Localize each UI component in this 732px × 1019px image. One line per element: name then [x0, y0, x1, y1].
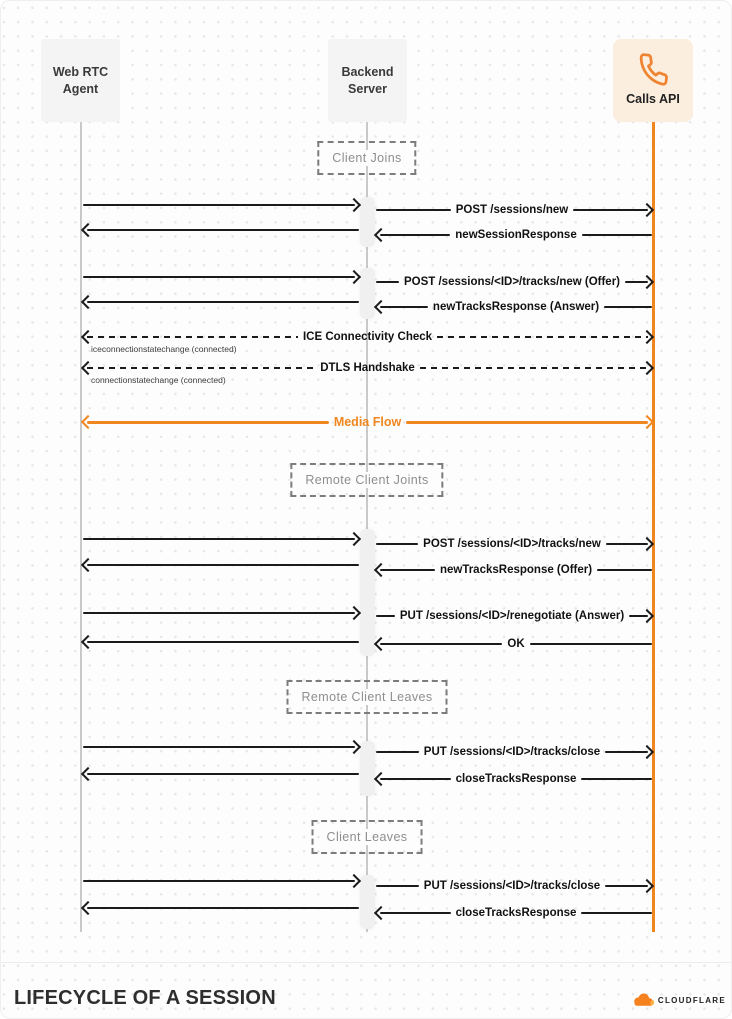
message-label: newTracksResponse (Offer)	[439, 564, 593, 576]
message-arrow-left	[83, 603, 359, 623]
arrowhead-icon	[640, 537, 654, 551]
note-remote-client-leaves	[287, 680, 448, 714]
message-arrow-left	[83, 195, 359, 215]
activation-bar	[360, 197, 375, 247]
actor-calls-api	[613, 39, 693, 122]
arrowhead-icon	[81, 767, 95, 781]
message-arrow-left	[83, 267, 359, 287]
arrowhead-icon	[347, 532, 361, 546]
arrowhead-icon	[640, 203, 654, 217]
arrowhead-icon	[347, 874, 361, 888]
actor-label: Web RTC Agent	[52, 64, 109, 96]
cloudflare-logo	[630, 991, 726, 1009]
message-label: newTracksResponse (Answer)	[432, 301, 600, 313]
message-label: PUT /sessions/<ID>/renegotiate (Answer)	[399, 610, 625, 622]
message-arrow-left	[83, 555, 359, 575]
message-label: PUT /sessions/<ID>/tracks/close	[423, 746, 601, 758]
message-arrow-right	[376, 876, 652, 896]
note-client-joins	[317, 141, 416, 175]
arrowhead-icon	[81, 635, 95, 649]
arrowhead-icon	[81, 415, 95, 429]
actor-label: Backend Server	[341, 64, 394, 96]
message-arrow-left	[83, 764, 359, 784]
message-label: PUT /sessions/<ID>/tracks/close	[423, 880, 601, 892]
message-arrow-right	[376, 297, 652, 317]
message-arrow-right	[376, 225, 652, 245]
message-arrow-right	[376, 272, 652, 292]
message-arrow-left	[83, 898, 359, 918]
message-label: POST /sessions/new	[455, 204, 569, 216]
arrowhead-icon	[81, 330, 95, 344]
message-label: closeTracksResponse	[455, 907, 577, 919]
arrowhead-icon	[640, 745, 654, 759]
message-label: ICE Connectivity Check	[302, 331, 433, 343]
activation-bar	[360, 875, 375, 929]
message-label: newSessionResponse	[455, 229, 577, 241]
note-client-leaves	[312, 820, 423, 854]
message-label: DTLS Handshake	[320, 362, 415, 374]
message-label: POST /sessions/<ID>/tracks/new (Offer)	[403, 276, 621, 288]
cloudflare-wordmark: CLOUDFLARE	[657, 995, 726, 1005]
message-arrow-left	[83, 737, 359, 757]
message-arrow-right	[376, 769, 652, 789]
note-label: Client Joins	[326, 150, 407, 166]
message-arrow-left	[83, 529, 359, 549]
footer-divider	[1, 962, 732, 963]
message-arrow-right	[376, 903, 652, 923]
arrowhead-icon	[374, 300, 388, 314]
actor-backend-server	[328, 39, 407, 122]
event-sublabel: iceconnectionstatechange (connected)	[91, 344, 237, 354]
arrowhead-icon	[640, 879, 654, 893]
activation-bar	[360, 529, 375, 656]
media-flow-arrow	[83, 412, 652, 432]
arrowhead-icon	[347, 198, 361, 212]
message-arrow-right	[376, 534, 652, 554]
cloudflare-cloud-icon	[630, 991, 656, 1009]
activation-bar	[360, 741, 375, 796]
arrowhead-icon	[374, 772, 388, 786]
activation-bar	[360, 268, 375, 319]
arrowhead-icon	[374, 906, 388, 920]
message-arrow-left	[83, 220, 359, 240]
message-label: Media Flow	[333, 415, 402, 429]
arrowhead-icon	[81, 295, 95, 309]
arrowhead-icon	[374, 637, 388, 651]
arrowhead-icon	[374, 228, 388, 242]
message-arrow-left	[83, 871, 359, 891]
message-arrow-left	[83, 632, 359, 652]
arrowhead-icon	[81, 558, 95, 572]
arrowhead-icon	[640, 330, 654, 344]
arrowhead-icon	[640, 361, 654, 375]
arrowhead-icon	[81, 361, 95, 375]
message-label: OK	[507, 638, 525, 650]
note-remote-client-joints	[290, 463, 443, 497]
event-sublabel: connectionstatechange (connected)	[91, 375, 226, 385]
message-arrow-right	[376, 560, 652, 580]
arrowhead-icon	[374, 563, 388, 577]
actor-label: Calls API	[626, 92, 680, 107]
diagram-title: LIFECYCLE OF A SESSION	[14, 987, 276, 1009]
arrowhead-icon	[347, 740, 361, 754]
message-arrow-right	[376, 634, 652, 654]
note-label: Remote Client Joints	[299, 472, 434, 488]
arrowhead-icon	[81, 223, 95, 237]
note-label: Remote Client Leaves	[296, 689, 439, 705]
message-arrow-right	[376, 200, 652, 220]
note-label: Client Leaves	[321, 829, 414, 845]
actor-webrtc-agent	[41, 39, 120, 122]
message-arrow-right	[376, 742, 652, 762]
message-label: POST /sessions/<ID>/tracks/new	[423, 538, 601, 550]
arrowhead-icon	[81, 901, 95, 915]
message-label: closeTracksResponse	[455, 773, 577, 785]
message-arrow-left	[83, 292, 359, 312]
arrowhead-icon	[640, 275, 654, 289]
lifeline-webrtc-agent	[80, 122, 82, 932]
arrowhead-icon	[640, 415, 654, 429]
arrowhead-icon	[347, 606, 361, 620]
arrowhead-icon	[347, 270, 361, 284]
message-arrow-right	[376, 606, 652, 626]
phone-icon	[635, 51, 671, 87]
arrowhead-icon	[640, 609, 654, 623]
